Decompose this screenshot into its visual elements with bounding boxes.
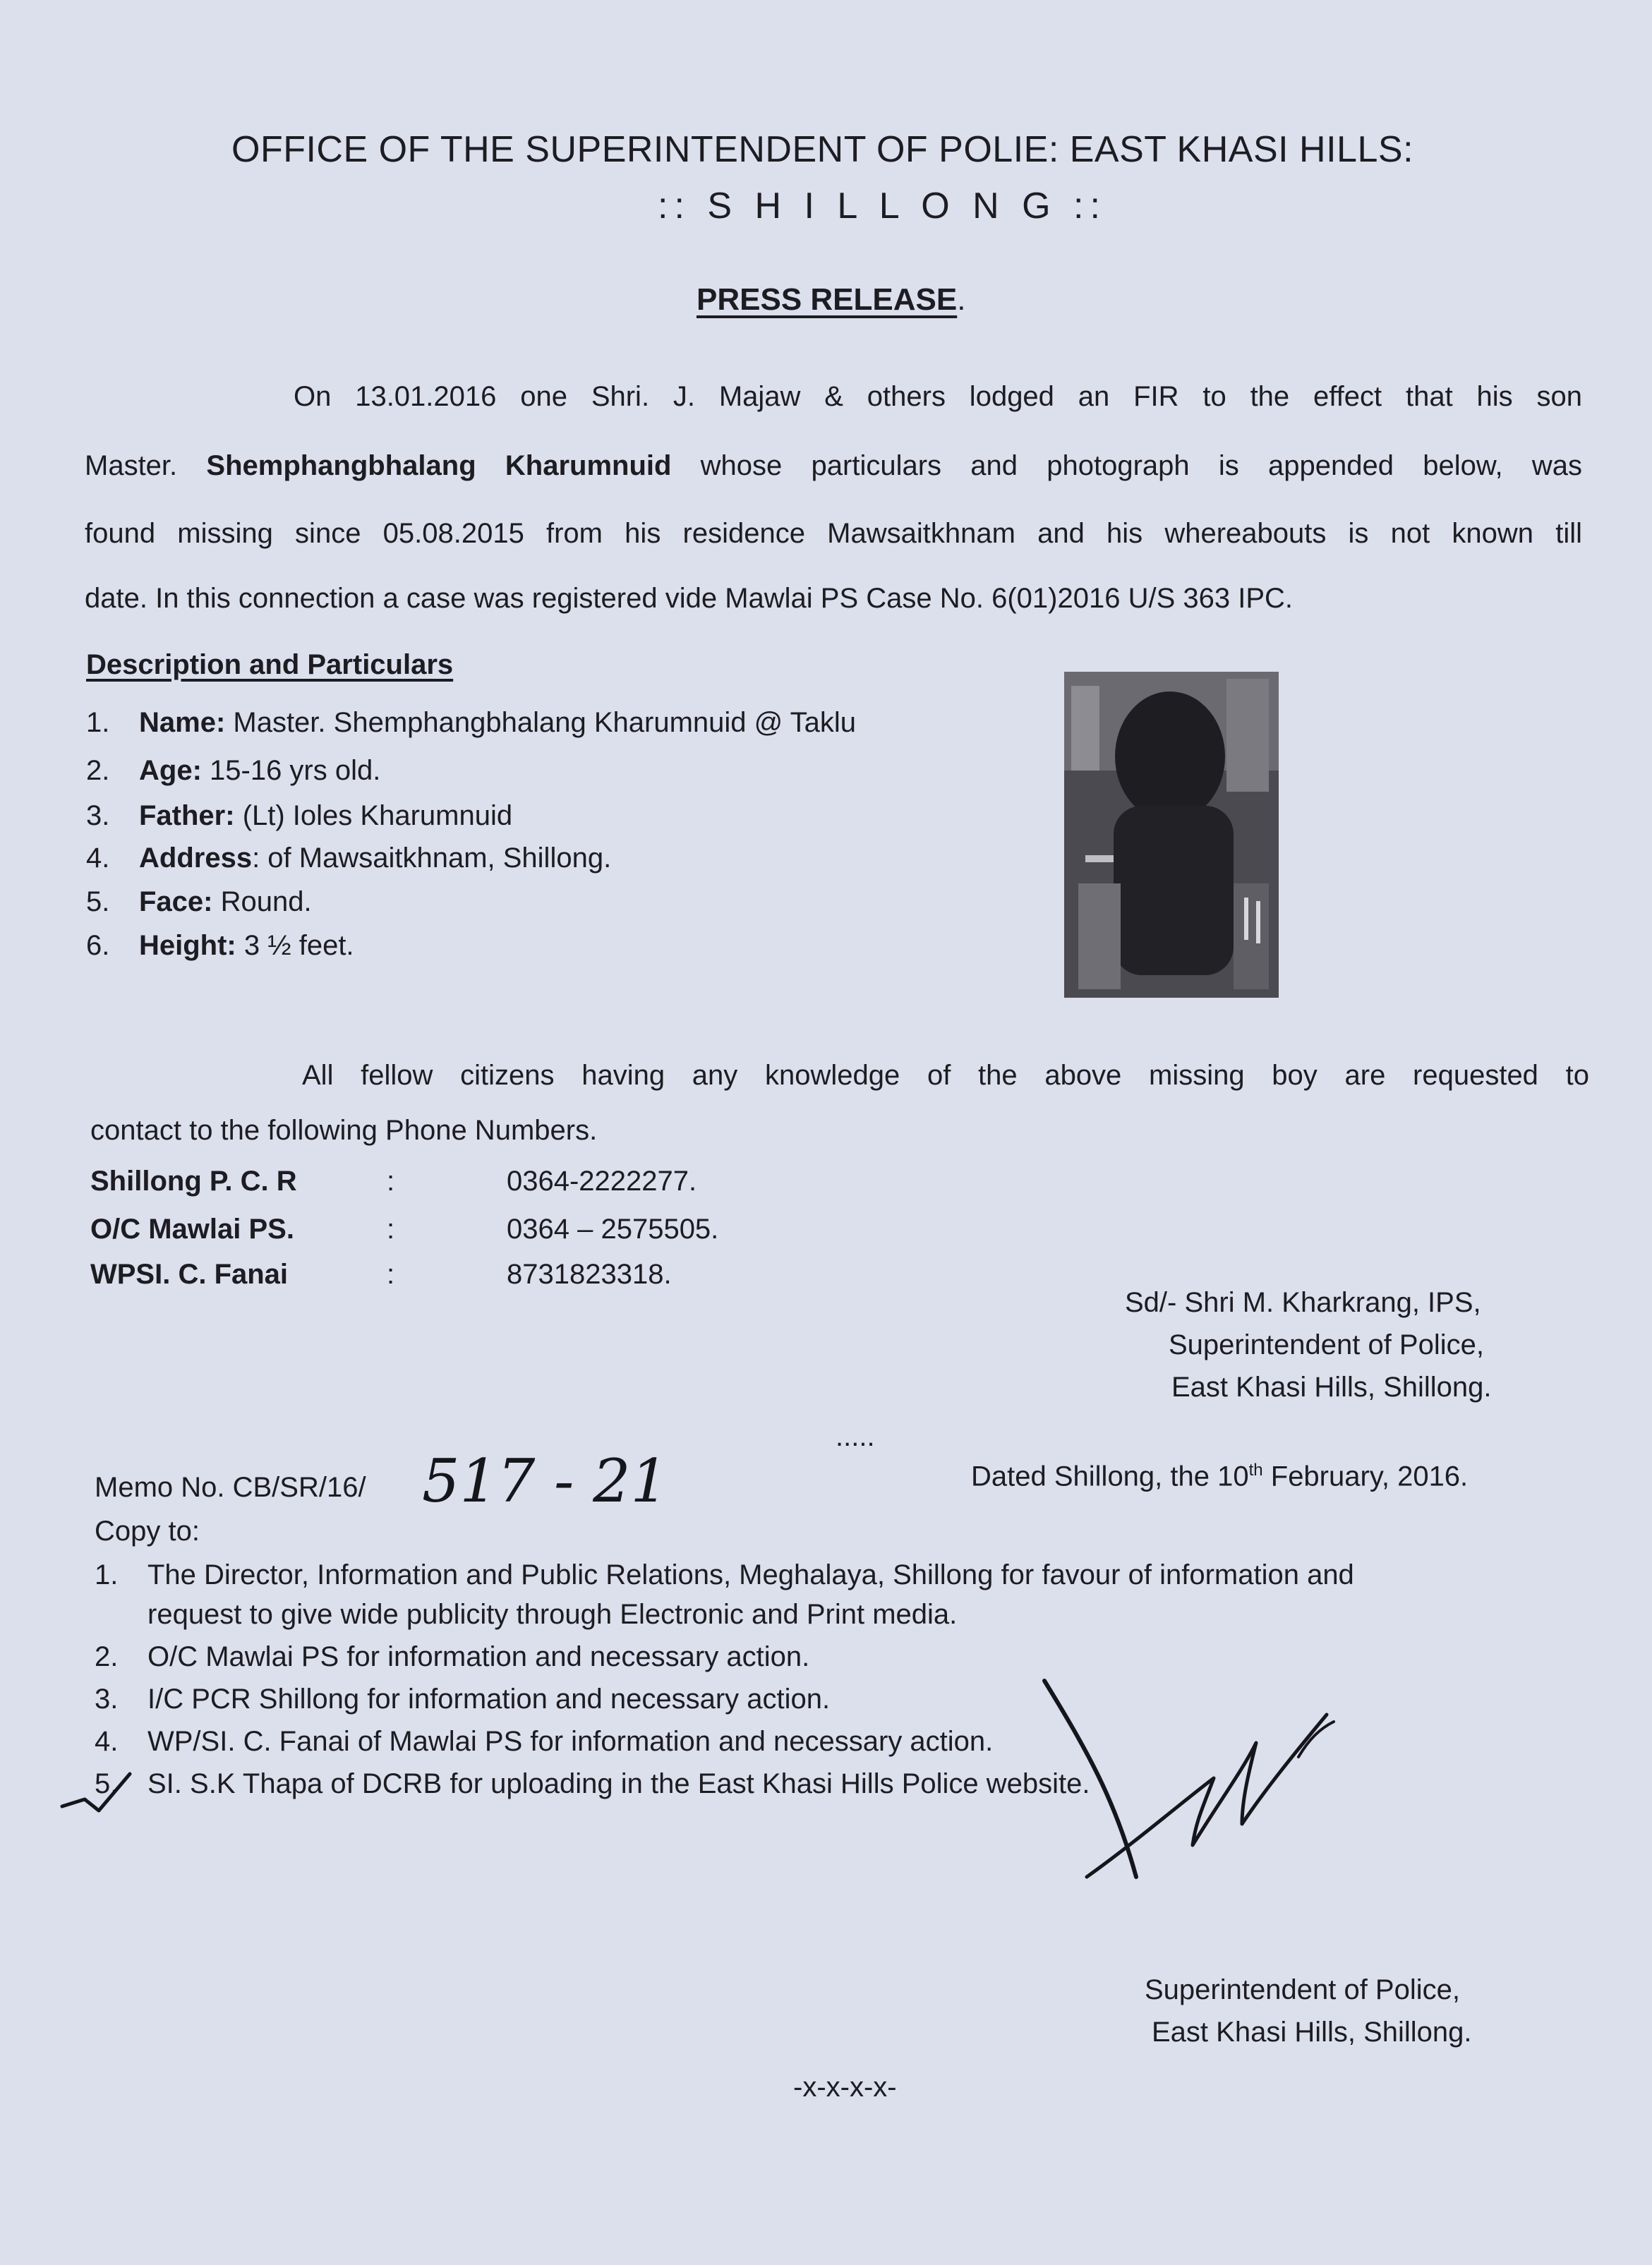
particular-height: 6. Height: 3 ½ feet.: [86, 930, 354, 961]
sd-designation: Superintendent of Police,: [1169, 1329, 1484, 1360]
copy-item-4: 4. WP/SI. C. Fanai of Mawlai PS for information and necessary action.: [95, 1726, 994, 1757]
particular-father: 3. Father: (Lt) Ioles Kharumnuid: [86, 800, 513, 831]
handwritten-memo-number: 517 - 21: [422, 1446, 669, 1516]
end-marker: -x-x-x-x-: [793, 2072, 897, 2103]
tick-mark-icon: [56, 1764, 134, 1820]
separator-dots: .....: [836, 1421, 875, 1452]
signature-scribble-icon: [1030, 1672, 1341, 1884]
press-release-title-wrap: [697, 282, 965, 318]
sp-designation: Superintendent of Police,: [1145, 1974, 1460, 2005]
memo-number-prefix: Memo No. CB/SR/16/: [95, 1472, 366, 1503]
sd-signature-line: Sd/- Shri M. Kharkrang, IPS,: [1125, 1287, 1481, 1318]
sd-location: East Khasi Hills, Shillong.: [1171, 1372, 1492, 1403]
particular-address: 4. Address: of Mawsaitkhnam, Shillong.: [86, 842, 612, 874]
phone-row-fanai: WPSI. C. Fanai : 8731823318.: [90, 1259, 672, 1290]
phone-row-pcr: Shillong P. C. R : 0364-2222277.: [90, 1166, 697, 1197]
intro-boy-name: Shemphangbhalang Kharumnuid: [206, 450, 672, 481]
intro-line-1: On 13.01.2016 one Shri. J. Majaw & others lodged an FIR to the effect that his son: [294, 381, 1582, 412]
press-release-title: PRESS RELEASE: [697, 282, 958, 317]
description-heading: Description and Particulars: [86, 649, 454, 680]
office-heading: OFFICE OF THE SUPERINTENDENT OF POLIE: EAST KHASI HILLS:: [231, 129, 1414, 170]
missing-boy-photo: [1064, 672, 1279, 998]
copy-to-heading: Copy to:: [95, 1516, 200, 1547]
copy-item-2: 2. O/C Mawlai PS for information and necessary action.: [95, 1641, 810, 1672]
intro-line-3: found missing since 05.08.2015 from his residence Mawsaitkhnam and his whereabouts is not known till: [85, 518, 1582, 549]
title-period: .: [957, 282, 966, 317]
particular-name: 1. Name: Master. Shemphangbhalang Kharumnuid @ Taklu: [86, 707, 857, 738]
copy-item-3: 3. I/C PCR Shillong for information and necessary action.: [95, 1684, 831, 1715]
appeal-line-1: All fellow citizens having any knowledge of the above missing boy are requested to: [302, 1060, 1589, 1091]
office-city: :: S H I L L O N G ::: [658, 186, 1107, 226]
copy-item-5: 5. SI. S.K Thapa of DCRB for uploading in the East Khasi Hills Police website.: [95, 1768, 1090, 1799]
particular-face: 5. Face: Round.: [86, 886, 312, 917]
copy-item-1-cont: request to give wide publicity through Electronic and Print media.: [147, 1599, 958, 1630]
sp-location: East Khasi Hills, Shillong.: [1152, 2017, 1472, 2048]
dated-line: Dated Shillong, the 10th February, 2016.: [971, 1461, 1469, 1492]
particular-age: 2. Age: 15-16 yrs old.: [86, 755, 381, 786]
intro-line-4: date. In this connection a case was registered vide Mawlai PS Case No. 6(01)2016 U/S 363 IPC.: [85, 583, 1294, 614]
intro-master: Master.: [85, 450, 207, 481]
phone-row-mawlai: O/C Mawlai PS. : 0364 – 2575505.: [90, 1214, 719, 1245]
appeal-line-2: contact to the following Phone Numbers.: [90, 1115, 598, 1146]
copy-item-1: 1. The Director, Information and Public Relations, Meghalaya, Shillong for favour of information and: [95, 1559, 1354, 1590]
intro-line-2-rest: whose particulars and photograph is appended below, was: [671, 450, 1582, 481]
intro-line-2: [85, 450, 1582, 482]
